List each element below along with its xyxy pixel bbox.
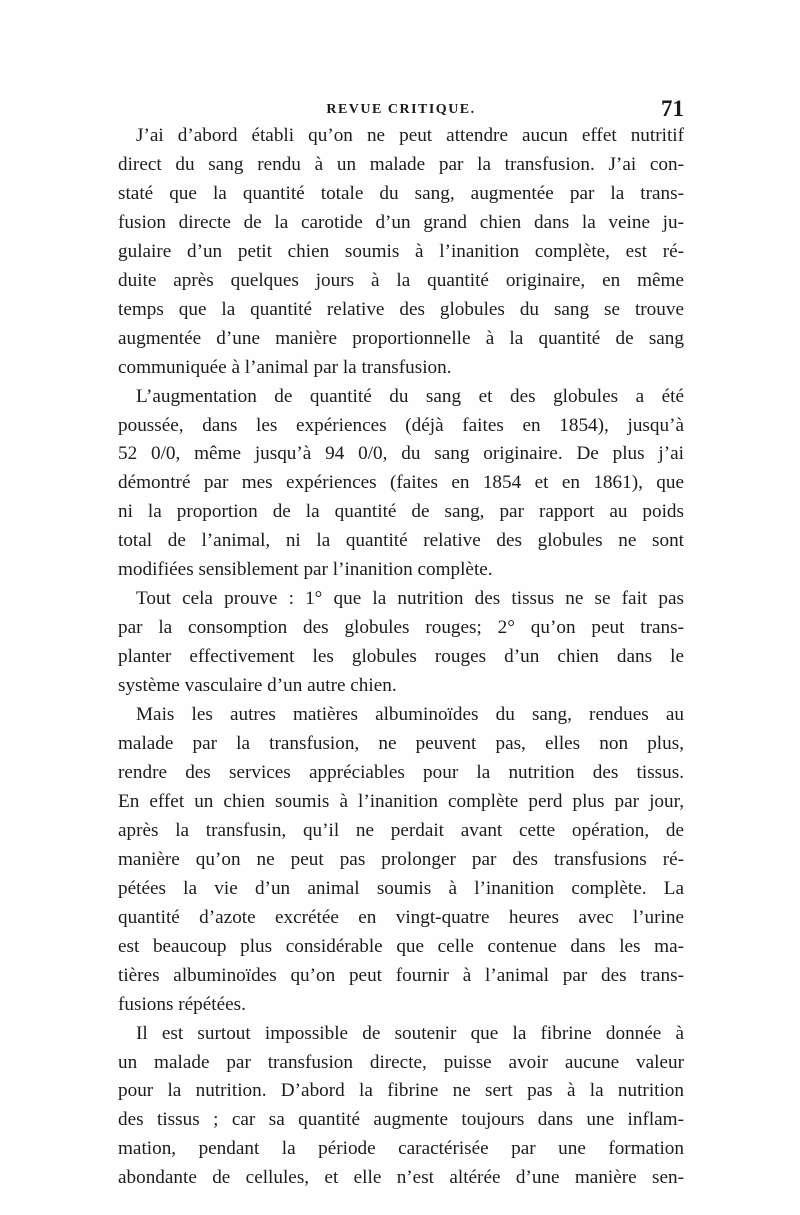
text-line: modifiées sensiblement par l’inanition complète.: [118, 559, 493, 581]
text-line: manière qu’on ne peut pas prolonger par des transfusions ré-: [118, 848, 684, 870]
text-line: Il est surtout impossible de soutenir que la fibrine donnée à: [136, 1022, 684, 1044]
text-line: En effet un chien soumis à l’inanition complète perd plus par jour,: [118, 790, 684, 812]
text-line: planter effectivement les globules rouges d’un chien dans le: [118, 646, 684, 668]
running-head: REVUE CRITIQUE.: [326, 102, 476, 117]
paragraph-2: [118, 383, 684, 586]
text-line: mation, pendant la période caractérisée par une formation: [118, 1138, 684, 1160]
text-line: Mais les autres matières albuminoïdes du sang, rendues au: [136, 704, 684, 726]
text-line: Tout cela prouve : 1° que la nutrition des tissus ne se fait pas: [136, 588, 684, 610]
paragraph-4: [118, 701, 684, 1019]
text-line: fusion directe de la carotide d’un grand chien dans la veine ju-: [118, 211, 684, 233]
text-line: poussée, dans les expériences (déjà faites en 1854), jusqu’à: [118, 414, 684, 436]
text-line: un malade par transfusion directe, puisse avoir aucune valeur: [118, 1051, 684, 1073]
text-line: staté que la quantité totale du sang, augmentée par la trans-: [118, 182, 684, 204]
paragraph-3: [118, 585, 684, 701]
text-line: L’augmentation de quantité du sang et des globules a été: [136, 385, 684, 407]
text-line: direct du sang rendu à un malade par la transfusion. J’ai con-: [118, 153, 684, 175]
body-text: [118, 122, 684, 1193]
text-line: par la consomption des globules rouges; 2° qu’on peut trans-: [118, 617, 684, 639]
page-number: 71: [661, 96, 684, 121]
text-line: total de l’animal, ni la quantité relative des globules ne sont: [118, 530, 684, 552]
text-line: système vasculaire d’un autre chien.: [118, 675, 397, 697]
text-line: malade par la transfusion, ne peuvent pas, elles non plus,: [118, 733, 684, 755]
text-line: temps que la quantité relative des globules du sang se trouve: [118, 298, 684, 320]
text-line: démontré par mes expériences (faites en 1854 et en 1861), que: [118, 472, 684, 494]
text-line: fusions répétées.: [118, 993, 246, 1015]
text-line: est beaucoup plus considérable que celle contenue dans les ma-: [118, 935, 684, 957]
text-line: après la transfusin, qu’il ne perdait avant cette opération, de: [118, 819, 684, 841]
text-line: pétées la vie d’un animal soumis à l’inanition complète. La: [118, 877, 684, 899]
text-line: augmentée d’une manière proportionnelle à la quantité de sang: [118, 327, 684, 349]
text-line: J’ai d’abord établi qu’on ne peut attendre aucun effet nutritif: [136, 125, 684, 146]
text-line: tières albuminoïdes qu’on peut fournir à l’animal par des trans-: [118, 964, 684, 986]
paragraph-1: [118, 122, 684, 383]
text-line: ni la proportion de la quantité de sang, par rapport au poids: [118, 501, 684, 523]
text-line: communiquée à l’animal par la transfusion.: [118, 356, 452, 378]
paragraph-5: [118, 1020, 684, 1194]
text-line: abondante de cellules, et elle n’est altérée d’une manière sen-: [118, 1167, 684, 1189]
text-line: gulaire d’un petit chien soumis à l’inanition complète, est ré-: [118, 240, 684, 262]
text-line: rendre des services appréciables pour la nutrition des tissus.: [118, 761, 684, 783]
text-line: des tissus ; car sa quantité augmente toujours dans une inflam-: [118, 1109, 684, 1131]
text-line: 52 0/0, même jusqu’à 94 0/0, du sang originaire. De plus j’ai: [118, 443, 684, 465]
text-line: pour la nutrition. D’abord la fibrine ne sert pas à la nutrition: [118, 1080, 684, 1102]
page-header: [118, 96, 684, 122]
text-line: duite après quelques jours à la quantité originaire, en même: [118, 269, 684, 291]
text-line: quantité d’azote excrétée en vingt-quatre heures avec l’urine: [118, 906, 684, 928]
